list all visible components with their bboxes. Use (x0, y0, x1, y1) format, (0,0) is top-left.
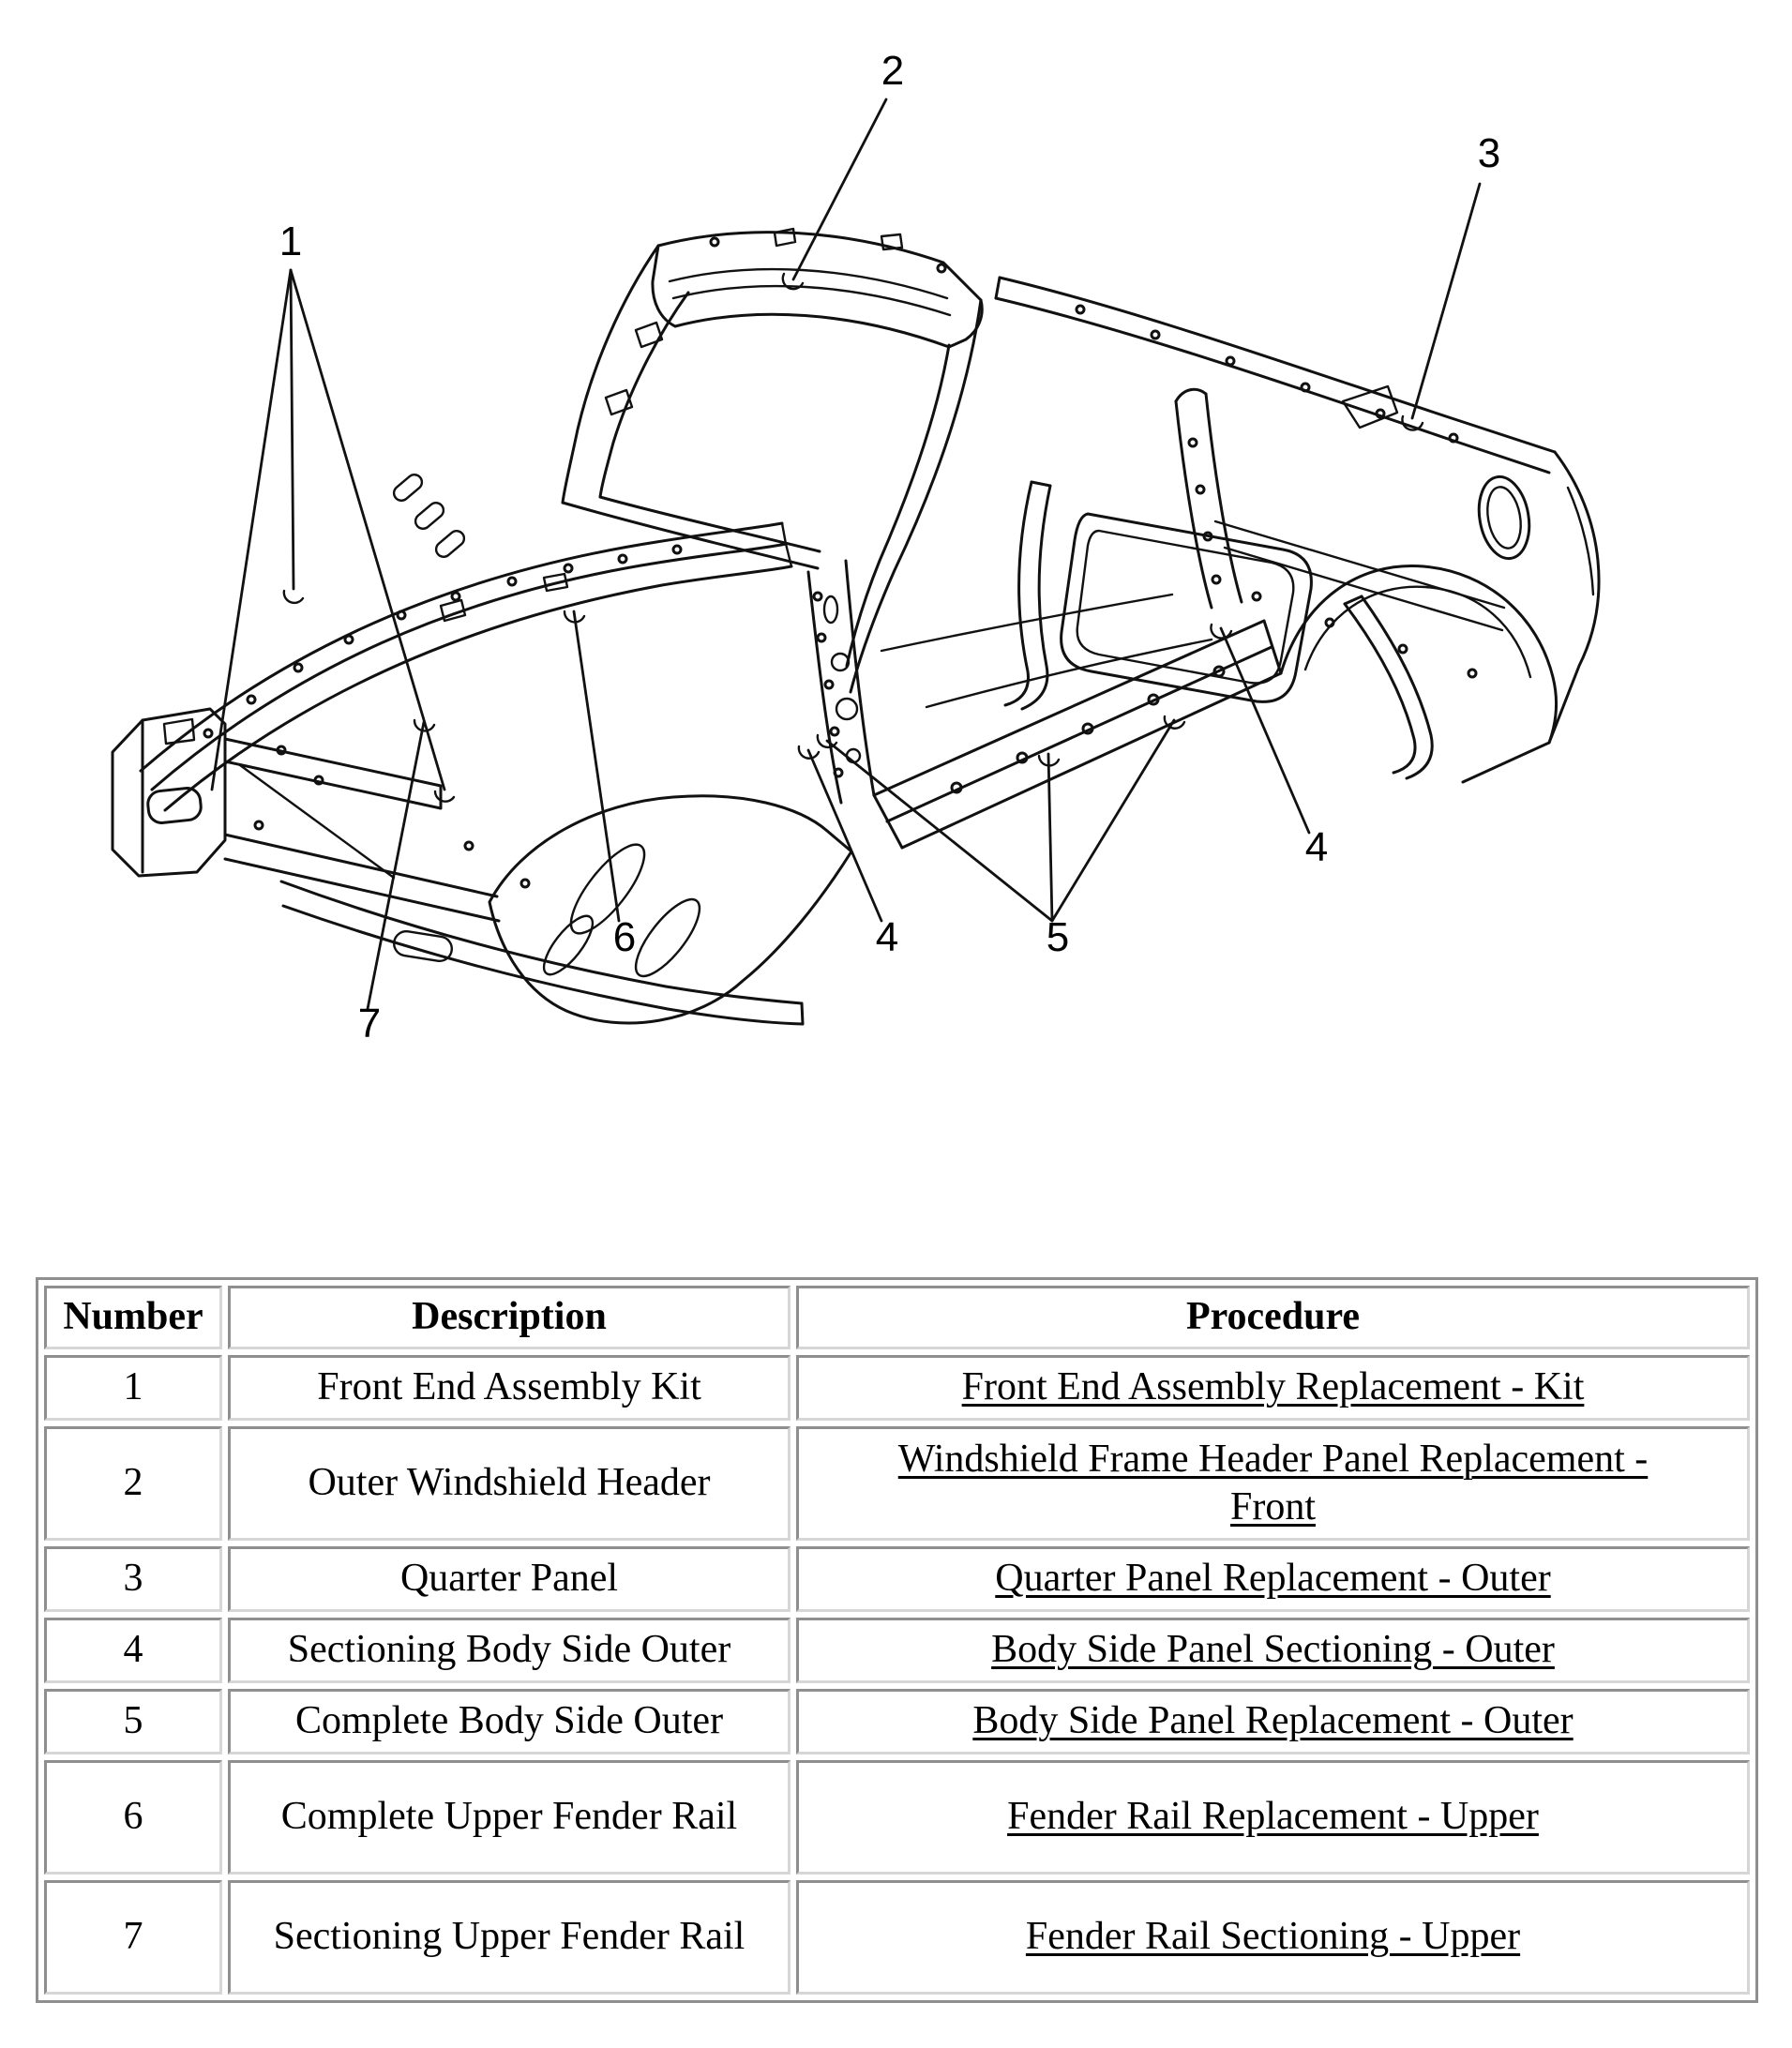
row-number-cell: 5 (44, 1689, 222, 1754)
table-header-row (44, 1286, 1750, 1349)
row-description-cell: Sectioning Upper Fender Rail (228, 1880, 791, 1995)
table-row (44, 1689, 1750, 1754)
table-row (44, 1880, 1750, 1995)
table-row (44, 1426, 1750, 1541)
windshield-frame (563, 229, 982, 692)
callout-6: 6 (612, 914, 637, 960)
floor-lines (881, 595, 1212, 707)
callout-7: 7 (357, 1001, 382, 1047)
callout-leaders (212, 99, 1480, 1009)
header-description: Description (228, 1286, 791, 1349)
table-row (44, 1355, 1750, 1421)
row-number-cell: 4 (44, 1618, 222, 1683)
procedure-link[interactable]: Front End Assembly Replacement - Kit (961, 1365, 1585, 1409)
callout-4-right: 4 (1304, 824, 1329, 870)
rocker-panel (874, 621, 1281, 848)
table-row (44, 1760, 1750, 1875)
row-procedure-cell (796, 1689, 1750, 1754)
row-procedure-cell (796, 1355, 1750, 1421)
row-procedure-cell (796, 1546, 1750, 1612)
callout-5: 5 (1046, 914, 1070, 960)
row-procedure-cell (796, 1618, 1750, 1683)
parts-table (36, 1277, 1758, 2003)
row-procedure-cell (796, 1880, 1750, 1995)
callout-4-bottom: 4 (875, 914, 899, 960)
procedure-link[interactable]: Fender Rail Replacement - Upper (1007, 1795, 1539, 1839)
row-description-cell: Complete Body Side Outer (228, 1689, 791, 1754)
table-row (44, 1546, 1750, 1612)
row-number-cell: 2 (44, 1426, 222, 1541)
callout-2: 2 (881, 48, 905, 94)
procedure-link[interactable]: Windshield Frame Header Panel Replacement - Front (897, 1437, 1649, 1528)
row-procedure-cell (796, 1426, 1750, 1541)
row-description-cell: Outer Windshield Header (228, 1426, 791, 1541)
row-number-cell: 7 (44, 1880, 222, 1995)
row-description-cell: Complete Upper Fender Rail (228, 1760, 791, 1875)
procedure-link[interactable]: Body Side Panel Replacement - Outer (972, 1699, 1574, 1743)
row-description-cell: Front End Assembly Kit (228, 1355, 791, 1421)
procedure-link[interactable]: Body Side Panel Sectioning - Outer (991, 1628, 1555, 1672)
row-number-cell: 3 (44, 1546, 222, 1612)
hinge-pillar (808, 561, 874, 803)
procedure-link[interactable]: Quarter Panel Replacement - Outer (995, 1557, 1551, 1601)
b-pillar (1176, 389, 1242, 608)
upper-fender-rail (141, 523, 791, 810)
header-number: Number (44, 1286, 222, 1349)
front-end-assembly (113, 472, 851, 1024)
callout-labels (279, 48, 1500, 1047)
row-procedure-cell (796, 1760, 1750, 1875)
quarter-panel-bed (996, 278, 1599, 782)
callout-3: 3 (1477, 130, 1501, 176)
row-description-cell: Quarter Panel (228, 1546, 791, 1612)
header-procedure: Procedure (796, 1286, 1750, 1349)
callout-1: 1 (279, 218, 303, 264)
row-description-cell: Sectioning Body Side Outer (228, 1618, 791, 1683)
row-number-cell: 1 (44, 1355, 222, 1421)
row-number-cell: 6 (44, 1760, 222, 1875)
procedure-link[interactable]: Fender Rail Sectioning - Upper (1025, 1915, 1521, 1959)
table-row (44, 1618, 1750, 1683)
parts-table-body (44, 1355, 1750, 1995)
